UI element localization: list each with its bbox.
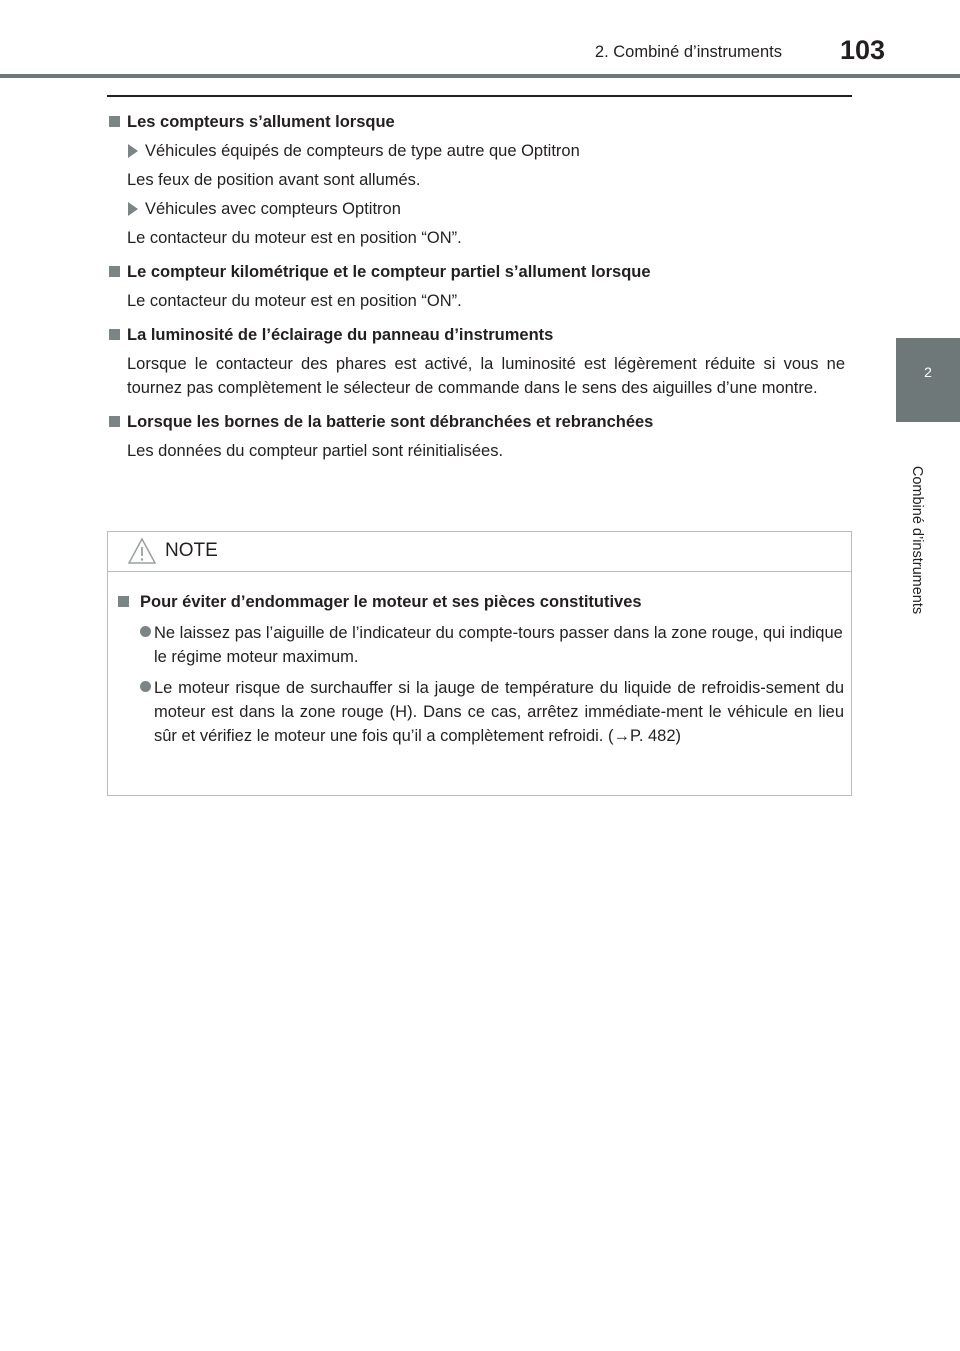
section-heading-text: Le compteur kilométrique et le compteur partiel s’allument lorsque: [127, 263, 651, 281]
paragraph: Lorsque le contacteur des phares est activé, la luminosité est légèrement réduite si vous ne tournez pas complètement le sélecteur de commande dans le sens des aiguilles d’une montre.: [127, 355, 845, 397]
warning-triangle-icon: [127, 537, 157, 565]
note-box: [107, 531, 852, 796]
note-bullet-text: Ne laissez pas l’aiguille de l’indicateur du compte-tours passer dans la zone rouge, qui indique le régime moteur maximum.: [154, 624, 843, 666]
note-body: [108, 572, 851, 748]
note-header: [108, 532, 851, 572]
square-bullet-icon: [109, 329, 120, 340]
sub-heading: [107, 197, 845, 221]
header-divider: [0, 74, 960, 78]
paragraph: Le contacteur du moteur est en position “ON”.: [127, 229, 462, 247]
note-bullet-item: [116, 621, 844, 669]
section-heading: [107, 260, 845, 284]
paragraph: Les données du compteur partiel sont réinitialisées.: [127, 442, 504, 460]
square-bullet-icon: [109, 266, 120, 277]
circle-bullet-icon: [140, 681, 151, 692]
note-heading: [116, 590, 844, 614]
section-heading: [107, 323, 845, 347]
circle-bullet-icon: [140, 626, 151, 637]
page-number: 103: [840, 35, 886, 65]
square-bullet-icon: [109, 416, 120, 427]
note-bullet-item: [116, 676, 844, 748]
square-bullet-icon: [118, 596, 129, 607]
section-heading-text: Les compteurs s’allument lorsque: [127, 113, 395, 131]
chapter-title: 2. Combiné d’instruments: [594, 43, 782, 61]
chapter-side-label: Combiné d’instruments: [909, 465, 925, 615]
paragraph: Le contacteur du moteur est en position “ON”.: [127, 292, 462, 310]
sub-heading-text: Véhicules équipés de compteurs de type autre que Optitron: [145, 142, 580, 160]
main-content: [107, 110, 845, 463]
chapter-side-tab: [896, 338, 960, 422]
sub-heading: [107, 139, 845, 163]
section-heading-text: La luminosité de l’éclairage du panneau d’instruments: [127, 326, 554, 344]
note-heading-text: Pour éviter d’endommager le moteur et ses pièces constitutives: [140, 593, 642, 611]
paragraph: Les feux de position avant sont allumés.: [127, 171, 421, 189]
page-header: [0, 0, 960, 80]
triangle-bullet-icon: [128, 202, 138, 216]
chapter-tab-number: 2: [924, 364, 932, 380]
triangle-bullet-icon: [128, 144, 138, 158]
sub-heading-text: Véhicules avec compteurs Optitron: [145, 200, 401, 218]
section-heading-text: Lorsque les bornes de la batterie sont débranchées et rebranchées: [127, 413, 654, 431]
note-title: NOTE: [165, 540, 218, 561]
section-heading: [107, 410, 845, 434]
square-bullet-icon: [109, 116, 120, 127]
content-divider: [107, 95, 852, 97]
note-bullet-text: Le moteur risque de surchauffer si la jauge de température du liquide de refroidis-sement du moteur est dans la zone rouge (H). Dans ce cas, arrêtez immédiate-ment le véhicule en lieu sûr et vérifiez le moteur une fois qu’il a complètement refroidi. (→P. 482): [154, 679, 844, 745]
section-heading: [107, 110, 845, 134]
